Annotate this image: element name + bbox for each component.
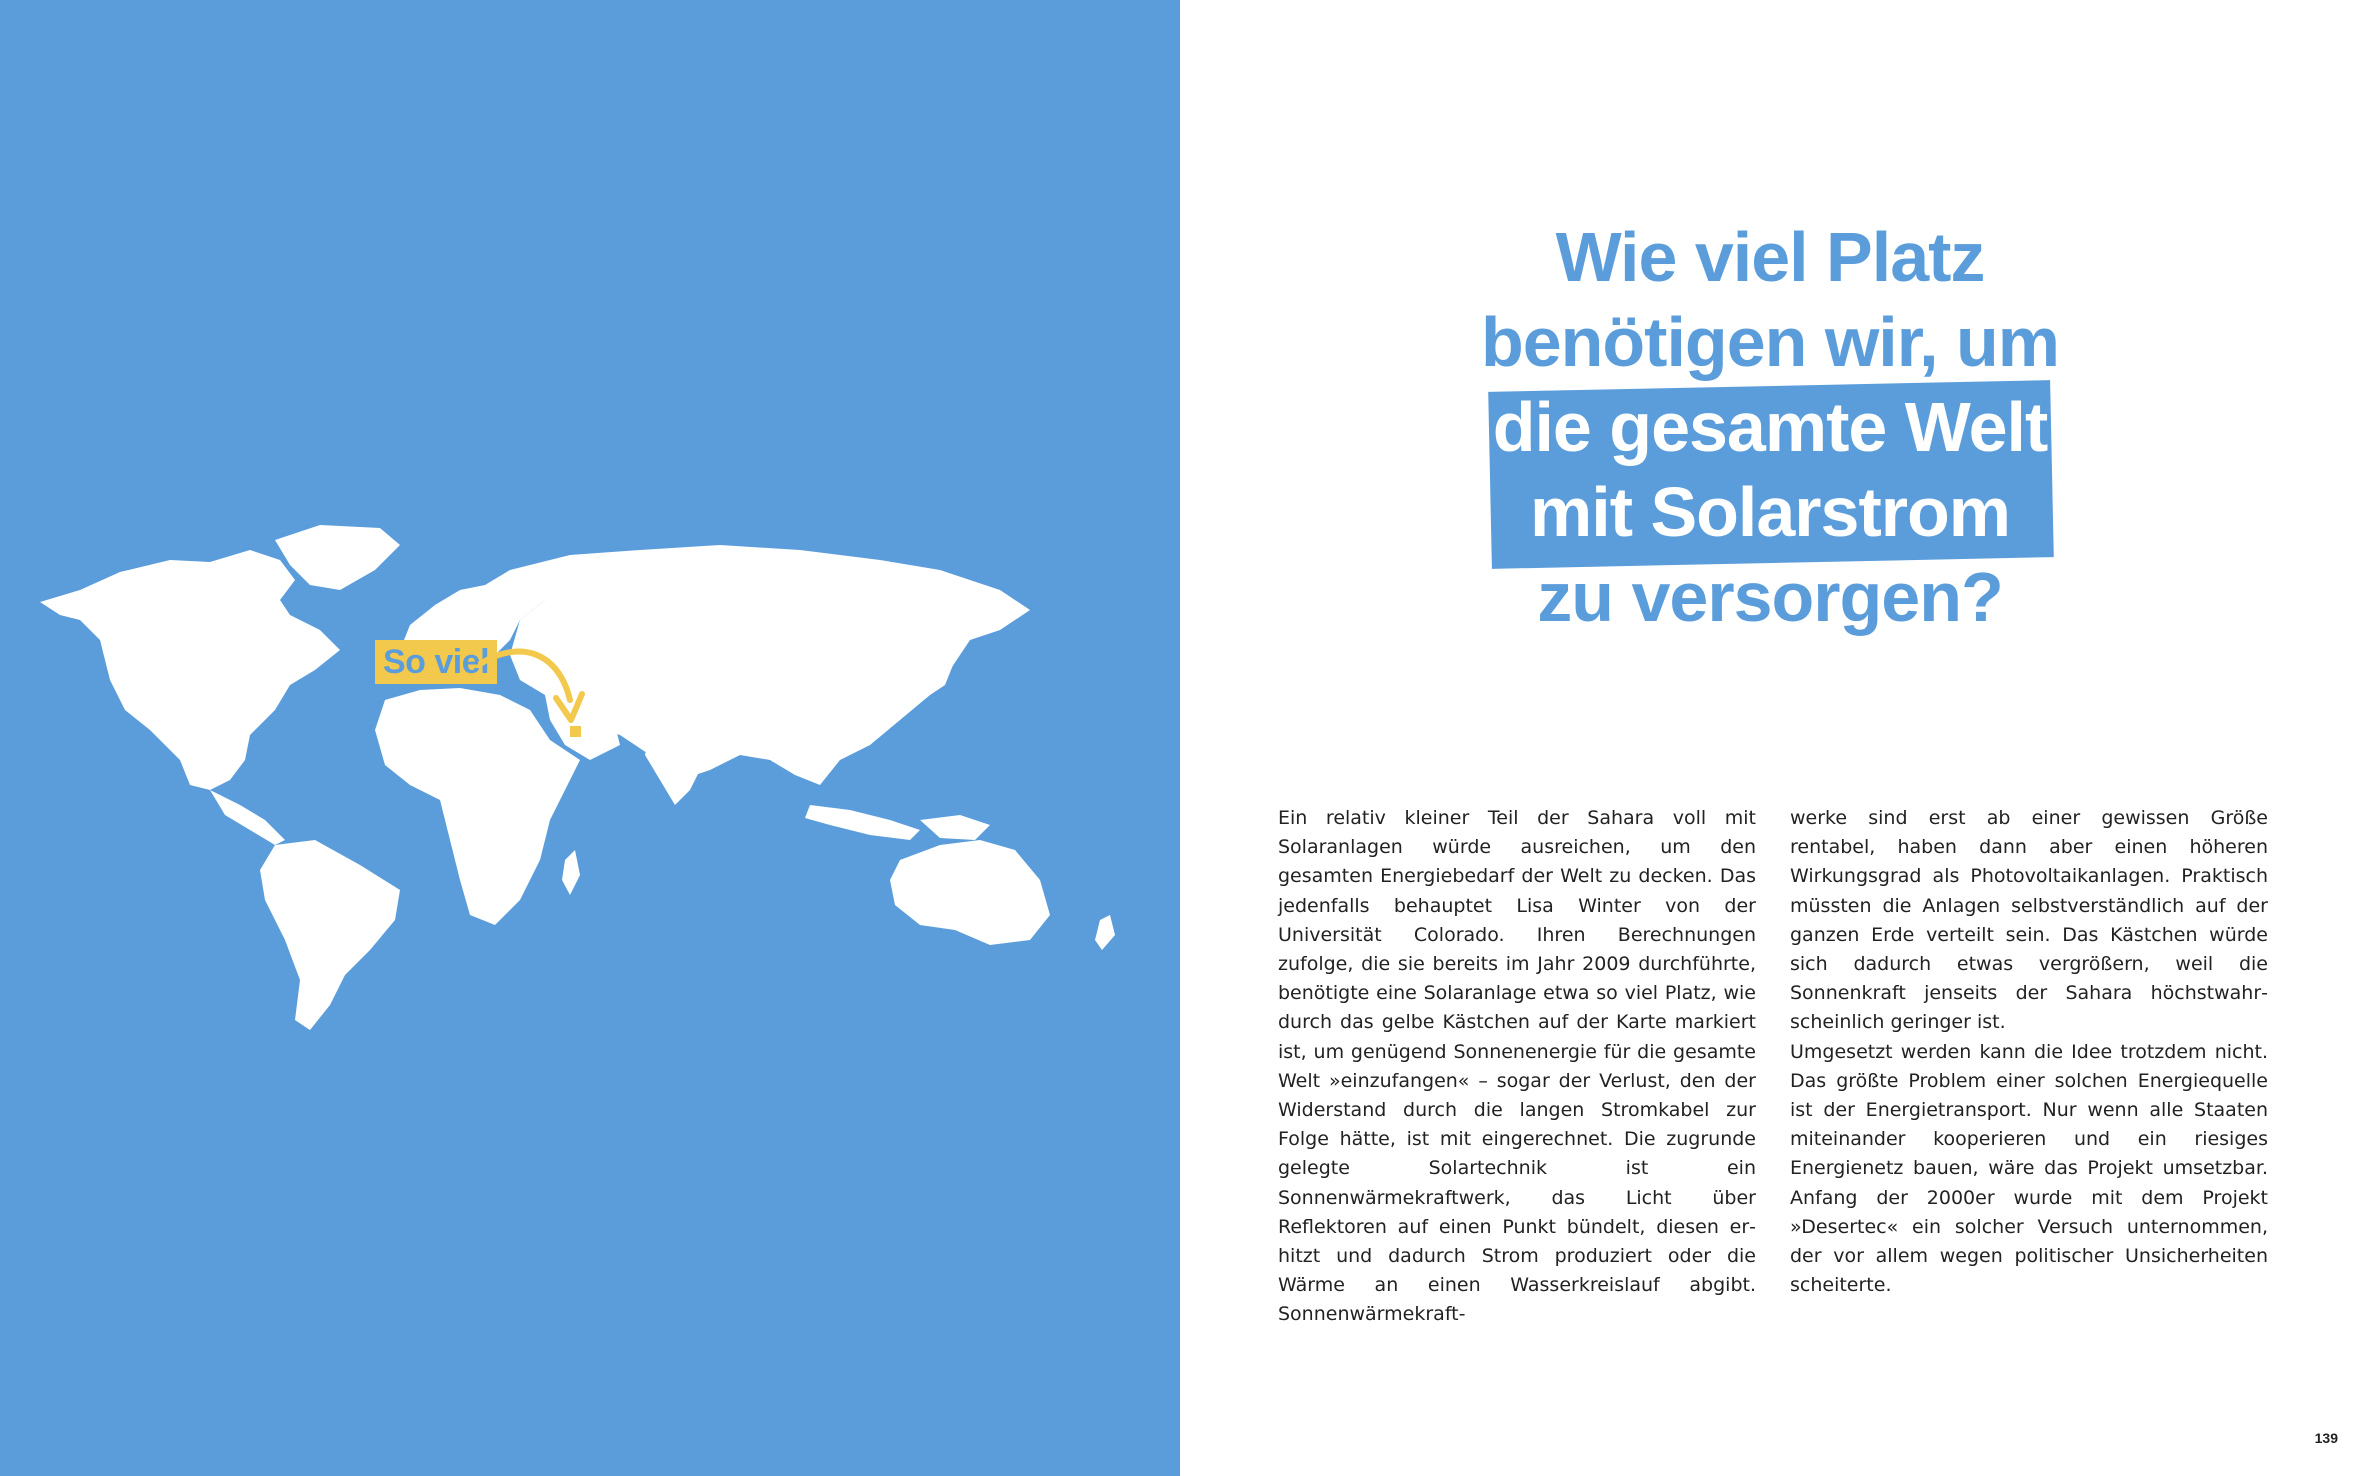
body-column-1 (1278, 804, 1756, 1330)
page-title (1370, 215, 2170, 640)
headline-line-2: benötigen wir, um (1480, 303, 2060, 381)
body-paragraph: Ein relativ kleiner Teil der Sahara voll mit Solaranlagen würde ausreichen, um den gesamten Energiebedarf der Welt zu decken. Das jedenfalls behauptet Lisa Winter von der Universität Colorado. Ihren Berechnungen zufolge, die sie bereits im Jahr 2009 durchführte, benötigte eine Solaranlage etwa so viel Platz, wie durch das gelbe Kästchen auf der Karte markiert ist, um genügend Sonnenenergie für die gesamte Welt »einzufangen« – sogar der Verlust, den der Widerstand durch die langen Stromkabel zur Folge hätte, ist mit eingerechnet. Die zugrunde gelegte Solartechnik ist ein Sonnenwärmekraftwerk, das Licht über Reflektoren auf einen Punkt bündelt, diesen erhitzt und dadurch Strom produziert oder die Wärme an einen Wasserkreislauf abgibt. Sonnenwärmekraft- (1278, 807, 1756, 1326)
page-number: 139 (2314, 1430, 2338, 1446)
body-paragraph: Umgesetzt werden kann die Idee trotzdem nicht. Das größte Problem einer solchen Energiequelle ist der Energietransport. Nur wenn alle Staaten miteinander kooperieren und ein riesiges Energienetz bauen, wäre das Projekt umsetzbar. Anfang der 2000er wurde mit dem Projekt »Desertec« ein solcher Versuch unternommen, der vor allem wegen politischer Unsicherheiten scheiterte. (1790, 1040, 2268, 1297)
sahara-marker-box (570, 726, 581, 737)
headline-line-4: mit Solarstrom (1530, 473, 2010, 551)
body-column-2 (1790, 804, 2268, 1300)
headline-line-1: Wie viel Platz (1555, 218, 1985, 296)
body-paragraph: werke sind erst ab einer gewissen Größe rentabel, haben dann aber einen höheren Wirkungsgrad als Photovoltaikanlagen. Praktisch müssten die Anlagen selbstverständlich auf der ganzen Erde verteilt sein. Das Kästchen würde sich dadurch etwas vergrößern, weil die Sonnenkraft jenseits der Sahara höchstwahrscheinlich geringer ist. (1790, 807, 2268, 1034)
so-viel-label: So viel (375, 640, 497, 684)
left-page-blue-panel (0, 0, 1180, 1476)
world-map-icon (40, 520, 1150, 1040)
headline-line-3: die gesamte Welt (1492, 388, 2048, 466)
headline-line-5: zu versorgen? (1537, 558, 2003, 636)
curved-arrow-icon (478, 640, 588, 740)
